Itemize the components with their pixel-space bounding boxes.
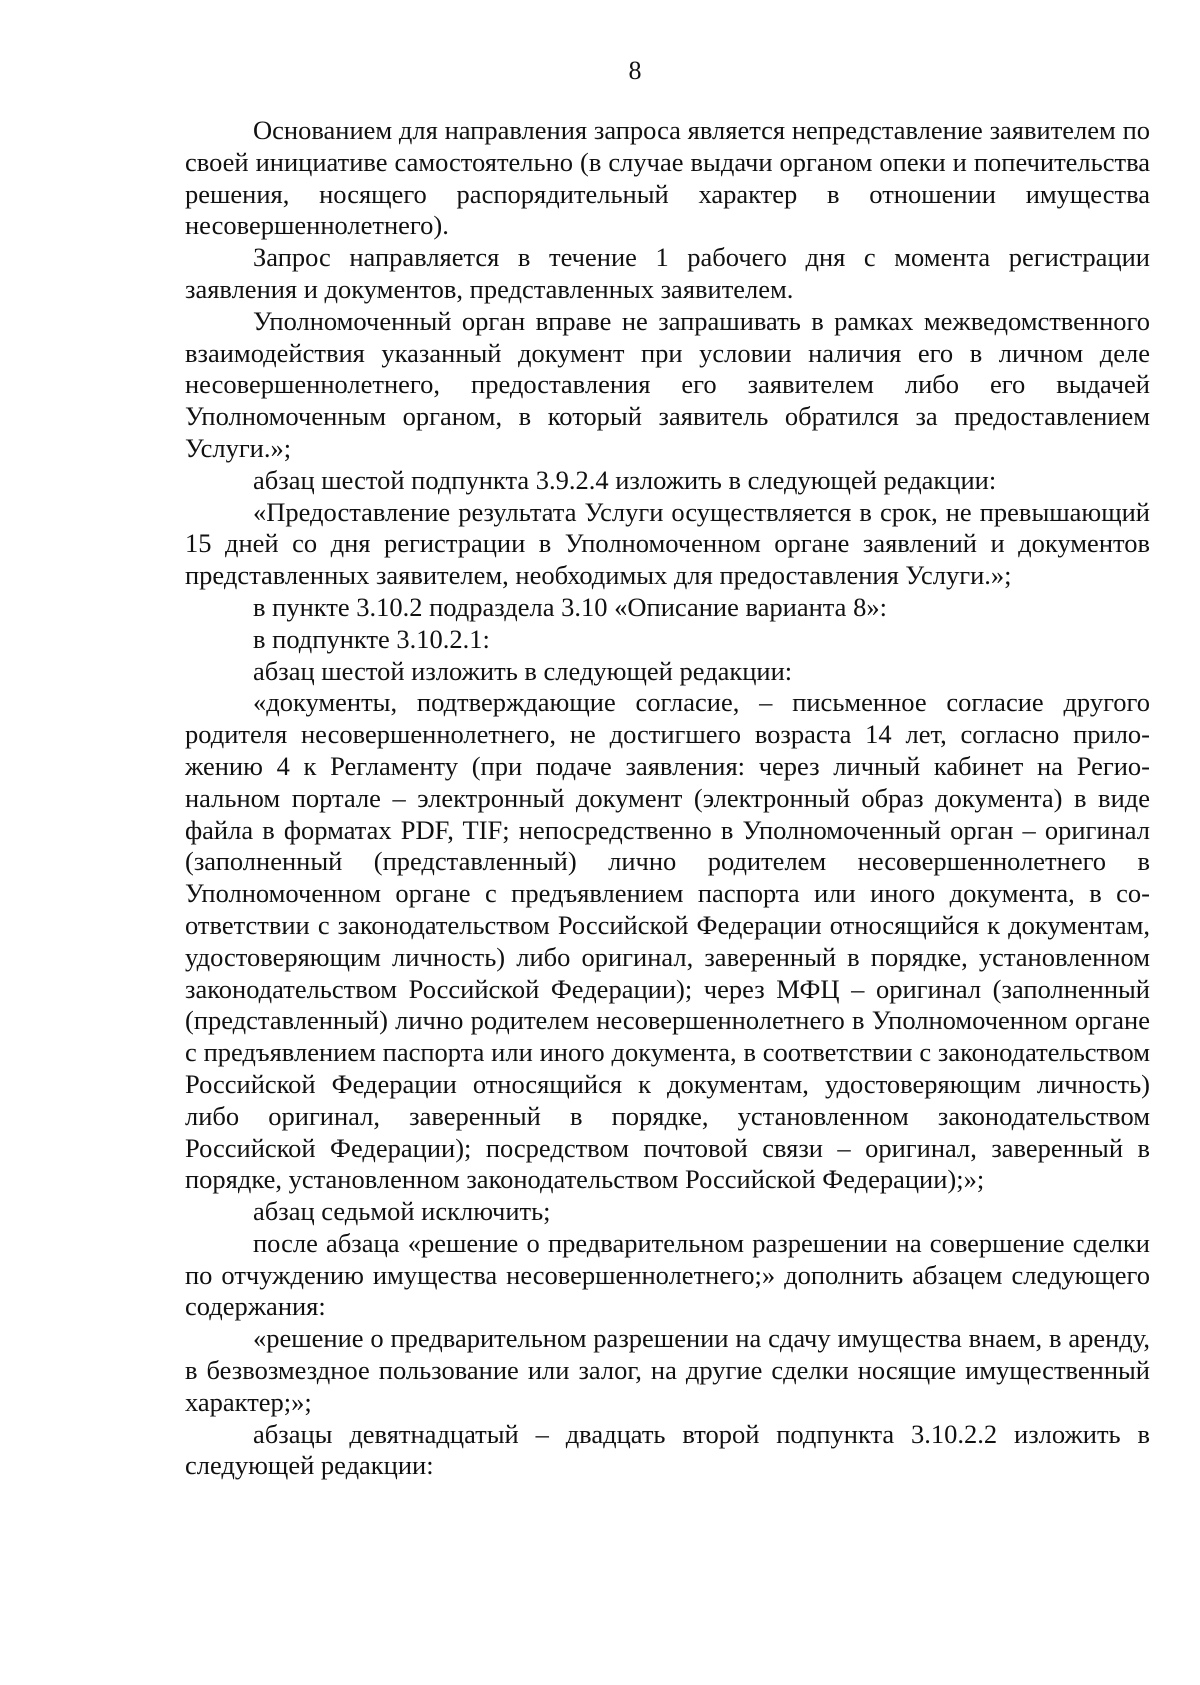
paragraph: «Предоставление результата Услуги осуществляется в срок, не превышающий 15 дней со дня регистрации в Уполномоченном органе заявлений и документов представленных заявителем, необходимых для предоставления Услуги.»; bbox=[185, 496, 1150, 591]
paragraph: абзац седьмой исключить; bbox=[253, 1196, 551, 1227]
paragraph: после абзаца «решение о предварительном разрешении на совершение сделки по отчуждению имущества несовершеннолетнего;» дополнить абзацем следующего содержания: bbox=[185, 1227, 1150, 1322]
paragraph: Основанием для направления запроса является непредставление заявителем по своей инициативе самостоятельно (в случае выдачи органом опеки и попечительства решения, носящего распорядительный характер в отношении имущества несовершеннолетнего). bbox=[185, 115, 1150, 241]
document-body bbox=[185, 115, 1150, 1482]
paragraph: «решение о предварительном разрешении на сдачу имущества внаем, в аренду, в безвозмездное пользование или залог, на другие сделки носящие имущественный характер;»; bbox=[185, 1323, 1150, 1417]
paragraph: абзац шестой изложить в следующей редакции: bbox=[253, 655, 793, 686]
paragraph: в пункте 3.10.2 подраздела 3.10 «Описание варианта 8»: bbox=[253, 591, 887, 622]
paragraph: абзац шестой подпункта 3.9.2.4 изложить в следующей редакции: bbox=[253, 464, 997, 495]
paragraph: абзацы девятнадцатый – двадцать второй подпункта 3.10.2.2 изложить в следующей редакции: bbox=[185, 1418, 1150, 1481]
paragraph: в подпункте 3.10.2.1: bbox=[253, 623, 490, 654]
paragraph: Уполномоченный орган вправе не запрашивать в рамках межведомственного взаимодействия указанный документ при условии наличия его в личном деле несовершеннолетнего, предоставления его заявителем либо его выдачей Уполномоченным органом, в который заявитель обратился за предоставлением Услуги.»; bbox=[185, 305, 1150, 463]
page-number: 8 bbox=[628, 56, 642, 85]
paragraph: Запрос направляется в течение 1 рабочего дня с момента регистрации заявления и документов, представленных заявителем. bbox=[185, 242, 1150, 304]
paragraph: «документы, подтверждающие согласие, – письменное согласие другого родителя несовершеннолетнего, не достигшего возраста 14 лет, согласно приложению 4 к Регламенту (при подаче заявления: через личный кабинет на Региональном портале – электронный документ (электронный образ документа) в виде файла в форматах PDF, TIF; непосредственно в Уполномоченный орган – оригинал (заполненный (представленный) лично родителем несовершеннолетнего в Уполномоченном органе с предъявлением паспорта или иного документа, в соответствии с законодательством Российской Федерации относящийся к документам, удостоверяющим личность) либо оригинал, заверенный в порядке, установленном законодательством Российской Федерации); через МФЦ – оригинал (заполненный (представленный) лично родителем несовершеннолетнего в Уполномоченном органе с предъявлением паспорта или иного документа, в соответствии с законодательством Российской Федерации относящийся к документам, удостоверяющим личность) либо оригинал, заверенный в порядке, установленном законодательством Российской Федерации); посредством почтовой связи – оригинал, заверенный в порядке, установленном законодательством Российской Федерации);»; bbox=[185, 687, 1150, 1195]
